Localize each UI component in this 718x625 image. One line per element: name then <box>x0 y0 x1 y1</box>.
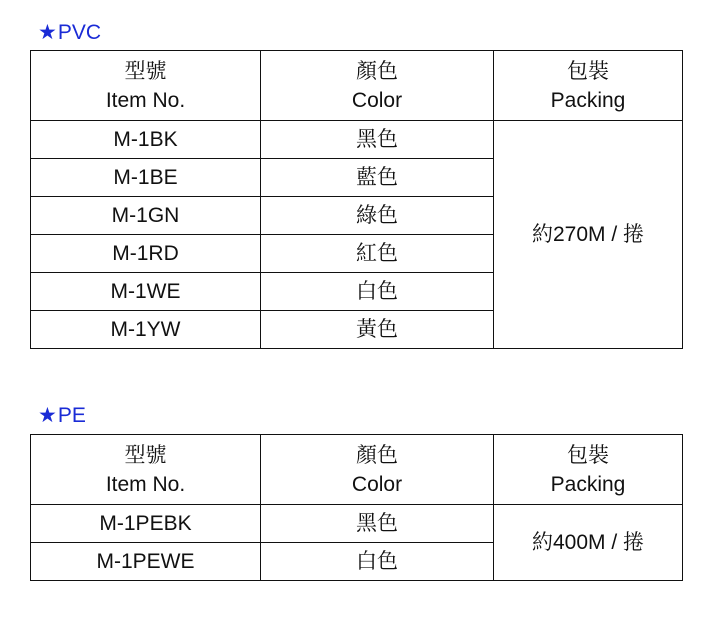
pe-spec-table <box>30 434 683 581</box>
item-no-cell: M-1WE <box>31 273 261 311</box>
header-packing-en: Packing <box>550 88 626 112</box>
header-color <box>261 435 494 505</box>
item-no-cell: M-1RD <box>31 235 261 273</box>
color-cell: 紅色 <box>261 235 494 273</box>
header-color-zh: 顏色 <box>356 59 398 83</box>
table-header-row <box>31 435 683 505</box>
item-no-cell: M-1PEBK <box>31 505 261 543</box>
pe-title-text: PE <box>57 404 86 427</box>
header-item-no <box>31 435 261 505</box>
pvc-section-title <box>38 21 101 45</box>
item-no-cell: M-1BE <box>31 159 261 197</box>
header-packing-zh: 包裝 <box>567 59 609 83</box>
table-row <box>31 121 683 159</box>
color-cell: 白色 <box>261 543 494 581</box>
header-item-no-zh: 型號 <box>124 443 167 467</box>
header-item-no-zh: 型號 <box>124 59 167 83</box>
header-packing <box>494 51 683 121</box>
color-cell: 黃色 <box>261 311 494 349</box>
header-color-en: Color <box>351 88 403 112</box>
header-packing-en: Packing <box>550 472 626 496</box>
item-no-cell: M-1GN <box>31 197 261 235</box>
packing-cell: 約400M / 捲 <box>494 505 683 581</box>
color-cell: 藍色 <box>261 159 494 197</box>
header-packing-zh: 包裝 <box>567 443 609 467</box>
item-no-cell: M-1PEWE <box>31 543 261 581</box>
item-no-cell: M-1YW <box>31 311 261 349</box>
header-item-no <box>31 51 261 121</box>
color-cell: 黑色 <box>261 505 494 543</box>
color-cell: 黑色 <box>261 121 494 159</box>
star-icon: ★ <box>38 21 57 44</box>
packing-cell: 約270M / 捲 <box>494 121 683 349</box>
color-cell: 綠色 <box>261 197 494 235</box>
header-packing <box>494 435 683 505</box>
item-no-cell: M-1BK <box>31 121 261 159</box>
header-color-en: Color <box>351 472 403 496</box>
table-header-row <box>31 51 683 121</box>
pe-section-title <box>38 404 86 428</box>
pvc-spec-table <box>30 50 683 349</box>
header-color <box>261 51 494 121</box>
pvc-title-text: PVC <box>57 21 102 44</box>
color-cell: 白色 <box>261 273 494 311</box>
header-color-zh: 顏色 <box>356 443 398 467</box>
header-item-no-en: Item No. <box>105 88 186 112</box>
table-row <box>31 505 683 543</box>
header-item-no-en: Item No. <box>105 472 186 496</box>
star-icon: ★ <box>38 404 57 427</box>
